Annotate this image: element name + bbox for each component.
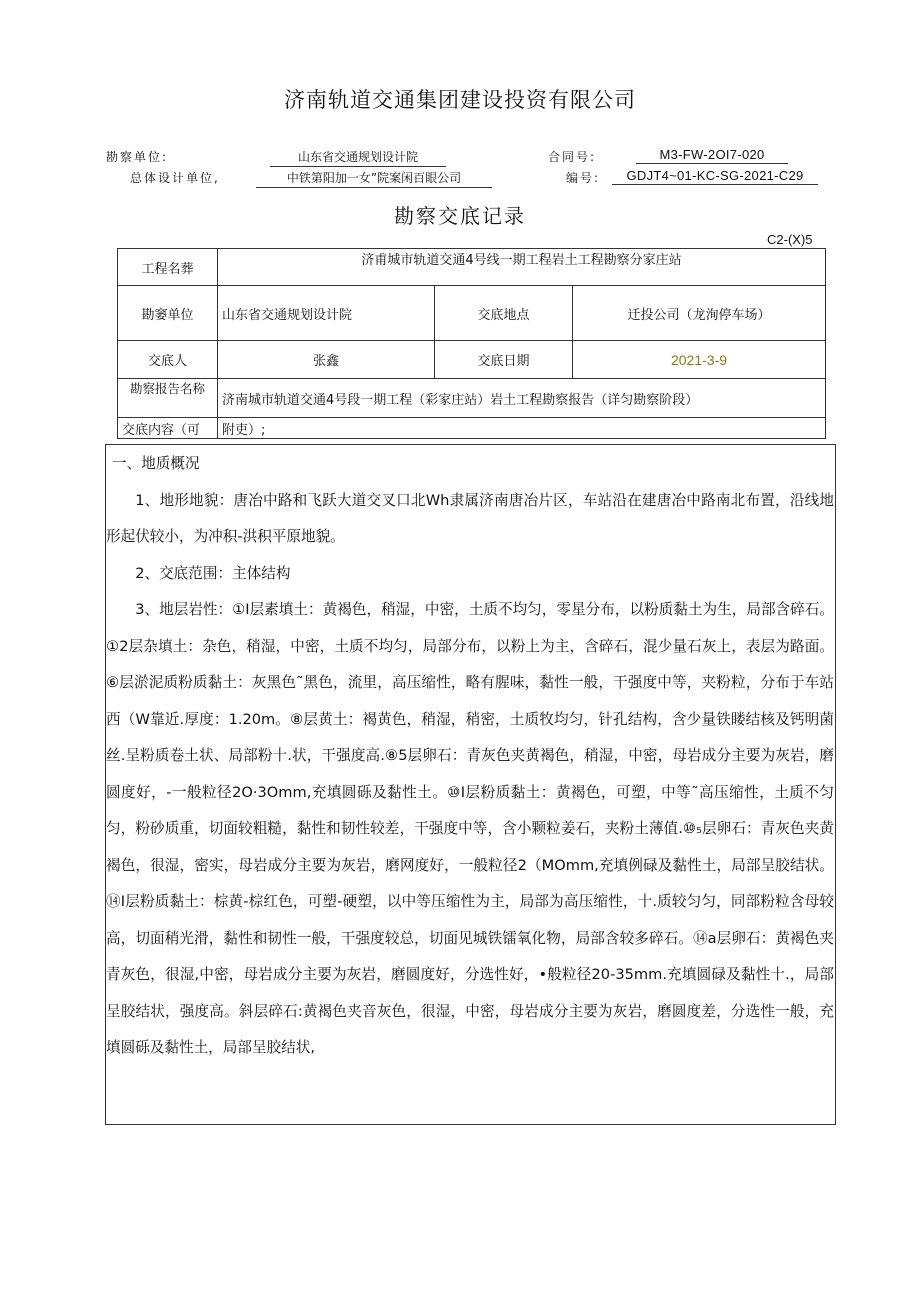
serial-no-value: GDJT4~01-KC-SG-2021-C29 — [612, 168, 818, 185]
survey-unit-cell-label: 勘窭单位 — [141, 307, 194, 323]
survey-unit-value: 山东省交通规划设计院 — [270, 148, 446, 167]
serial-no-label: 编号: — [566, 171, 601, 185]
contract-no-label: 合同号: — [548, 150, 597, 164]
form-number: C2-(X)5 — [767, 232, 813, 247]
handover-content — [106, 446, 834, 1067]
paragraph-scope: 2、交底范围：主体结构 — [135, 564, 291, 582]
paragraph-strata: 3、地层岩性：①I层素填土：黄褐色，稍湿，中密，土质不均匀，零星分布，以粉质黏土为生，局部含碎石。①2层杂填土：杂色，稍湿，中密，土质不均匀，局部分布，以粉上为主，含碎石，混少量石灰上，表层为路面。⑥层淤泥质粉质黏土：灰黑色˜黑色，流里，高压缩性，略有腥味，黏性一般，干强度中等，夹粉粒，分布于车站西（W靠近.厚度：1.20m。⑧层黄土：褐黄色，稍湿，稍密，土质牧均匀，针孔结构，含少量铁䁖结核及钙明菌丝.呈粉质卷土状、局部粉十.状，干强度高.⑧5层卵石：青灰色夹黄褐色，稍湿，中密，母岩成分主要为灰岩，磨圆度好，-一般粒径2O·3Omm,充填圆砾及黏性土。⑩I层粉质黏土：黄褐色，可塑，中等˜高压缩性，土质不匀匀，粉砂质重，切面较粗糙，黏性和韧性较差，干强度中等，含小颗粒姜石，夹粉土薄值.⑩₅层卵石：青灰色夹黄褐色，很湿，密实，母岩成分主要为灰岩，磨网度好，一般粒径2（MOmm,充填例碌及黏性土，局部呈胶结状。⑭I层粉质黏土：棕黄-棕红色，可塑-硬塑，以中等压缩性为主，局部为高压缩性，十.质较匀匀，同部粉粒含母较高，切面稍光滑，黏性和韧性一般，干强度较总，切面见城铁镭氧化物，局部含较多碎石。⑭a层卵石：黄褐色夹青灰色，很湿,中密，母岩成分主要为灰岩，磨圆度好，分选性好，•般粒径20-35mm.充填圆碌及黏性十.，局部呈胶结状，强度高。斜层碎石:黄褐色夹音灰色，很湿，中密，母岩成分主要为灰岩，磨圆度差，分选性一般，充填圆砾及黏性土，局部呈胶结状, — [106, 601, 834, 1056]
report-name-value: 济南城市轨道交通4号段一期工程（彩家庄站）岩土工程勘察报告（详匀勘察阶段） — [222, 392, 699, 408]
section-heading-geology: 一、地质概况 — [112, 455, 200, 472]
design-unit-label: 总体设计单位, — [130, 171, 220, 185]
document-title: 勘察交底记录 — [394, 204, 526, 228]
handover-person-value: 张鑫 — [312, 354, 339, 369]
project-name-value: 济甫城市轨道交通4号线一期工程岩土工程勘察分家庄站 — [361, 253, 682, 268]
handover-place-value: 迁投公司（龙洵停车场） — [627, 307, 771, 323]
project-name-label: 工程名葬 — [141, 261, 194, 277]
handover-date-label: 交底日期 — [477, 354, 530, 369]
paragraph-topography: 1、地形地貌：唐冶中路和飞跃大道交叉口北Wh隶属济南唐冶片区，车站沿在建唐冶中路南北布置，沿线地形起伏较小，为冲积-洪积平原地貌。 — [106, 491, 834, 545]
content-label-continued: 附吏）; — [222, 422, 266, 438]
company-name: 济南轨道交通集团建设投资有限公司 — [284, 88, 636, 112]
design-unit-value: 中铁第阳加一女”院案闲百眼公司 — [256, 169, 492, 188]
survey-unit-label: 勘察单位: — [106, 150, 169, 164]
survey-unit-cell-value: 山东省交通规划设计院 — [222, 307, 353, 323]
handover-date-value: 2021-3-9 — [670, 351, 728, 368]
contract-no-value: M3-FW-2OI7-020 — [636, 147, 788, 164]
content-label: 交底内容（可 — [122, 422, 201, 438]
handover-person-label: 交底人 — [147, 354, 187, 369]
report-name-label: 勘察报告名称 — [129, 381, 205, 396]
handover-place-label: 交底地点 — [477, 307, 530, 323]
